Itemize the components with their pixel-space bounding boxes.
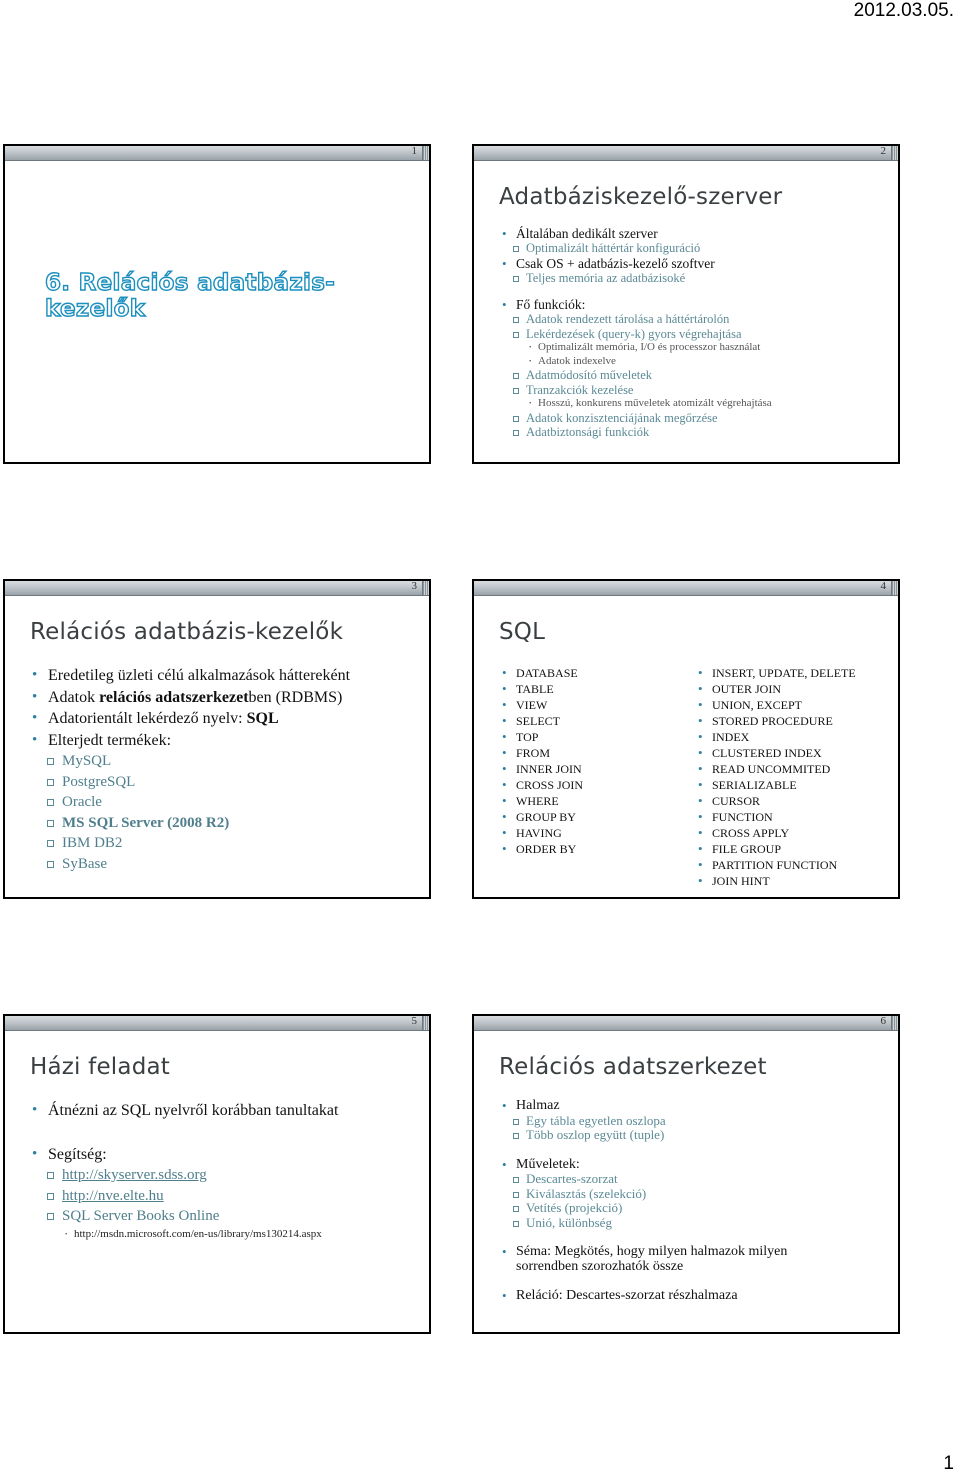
bullet-text: Adatorientált lekérdező nyelv: <box>48 710 247 727</box>
sql-keyword: • VIEW <box>502 697 583 713</box>
product-item: MS SQL Server (2008 R2) <box>32 813 419 834</box>
link-item <box>32 1186 419 1207</box>
sql-keyword: • UNION, EXCEPT <box>698 697 856 713</box>
slide-6 <box>472 1014 900 1334</box>
slide-4 <box>472 579 900 899</box>
product-item: IBM DB2 <box>32 833 419 854</box>
sub-bullet-item: Vetítés (projekció) <box>502 1201 888 1216</box>
bullet-item: • Csak OS + adatbázis-kezelő szoftver <box>502 256 888 271</box>
sql-keyword: • JOIN HINT <box>698 873 856 889</box>
sub-bullet-item: Lekérdezések (query-k) gyors végrehajtása <box>502 327 888 342</box>
bullet-text-bold: SQL <box>246 710 279 727</box>
sub-bullet-item: SQL Server Books Online <box>32 1206 419 1227</box>
skyserver-link[interactable]: http://skyserver.sdss.org <box>62 1167 207 1183</box>
product-item: SyBase <box>32 854 419 875</box>
slide-bar-decoration <box>891 146 898 160</box>
sub-bullet-item: Adatok konzisztenciájának megőrzése <box>502 411 888 426</box>
spacer <box>502 1143 888 1158</box>
slide-header-bar <box>474 581 898 596</box>
slide-bar-decoration <box>422 581 429 595</box>
bullet-item: • Fő funkciók: <box>502 297 888 312</box>
sql-keyword: • STORED PROCEDURE <box>698 713 856 729</box>
sql-keyword: • GROUP BY <box>502 809 583 825</box>
slide-title: Relációs adatszerkezet <box>499 1054 767 1080</box>
url-item: · http://msdn.microsoft.com/en-us/library/ms130214.aspx <box>32 1227 419 1242</box>
sql-keyword: • INDEX <box>698 729 856 745</box>
bullet-item: • Segítség: <box>32 1144 419 1166</box>
sql-keyword: • READ UNCOMMITED <box>698 761 856 777</box>
bullet-item: • Elterjedt termékek: <box>32 730 419 752</box>
slide-title: Relációs adatbázis-kezelők <box>30 619 344 645</box>
sql-keyword: • ORDER BY <box>502 841 583 857</box>
sql-keyword: • WHERE <box>502 793 583 809</box>
sql-keyword: • DATABASE <box>502 665 583 681</box>
sql-keyword: • HAVING <box>502 825 583 841</box>
document-date: 2012.03.05. <box>853 0 954 21</box>
slide-header-bar <box>5 1016 429 1031</box>
product-item: MySQL <box>32 751 419 772</box>
sql-keyword: • CROSS JOIN <box>502 777 583 793</box>
bullet-list <box>32 665 419 874</box>
slide-header-bar <box>5 146 429 161</box>
spacer <box>502 285 888 297</box>
slide-header-bar <box>474 146 898 161</box>
sub-bullet-item: Optimalizált háttértár konfiguráció <box>502 241 888 256</box>
sql-keyword: • INSERT, UPDATE, DELETE <box>698 665 856 681</box>
product-item: PostgreSQL <box>32 772 419 793</box>
sub-sub-bullet-item: · Adatok indexelve <box>502 355 888 369</box>
bullet-text-bold: relációs adatszerkezet <box>99 688 249 706</box>
slide-title: SQL <box>499 619 546 645</box>
sql-keyword: • INNER JOIN <box>502 761 583 777</box>
slide-number: 3 <box>411 580 417 592</box>
sql-keyword: • SELECT <box>502 713 583 729</box>
slide-title: 6. Relációs adatbázis-kezelők <box>45 270 336 322</box>
link-item <box>32 1165 419 1186</box>
slide-number: 1 <box>411 145 417 157</box>
bullet-list <box>32 1100 419 1242</box>
bullet-item: • Átnézni az SQL nyelvről korábban tanultakat <box>32 1100 419 1122</box>
sql-keyword: • CROSS APPLY <box>698 825 856 841</box>
bullet-item <box>32 708 419 730</box>
sub-bullet-item: Adatmódosító műveletek <box>502 368 888 383</box>
slide-title: Adatbáziskezelő-szerver <box>499 184 783 210</box>
sub-bullet-item: Adatbiztonsági funkciók <box>502 425 888 440</box>
spacer <box>502 1274 888 1289</box>
sql-keyword: • CURSOR <box>698 793 856 809</box>
sql-keyword: • TABLE <box>502 681 583 697</box>
slide-1 <box>3 144 431 464</box>
sql-keyword: • TOP <box>502 729 583 745</box>
slide-2 <box>472 144 900 464</box>
sql-keyword: • CLUSTERED INDEX <box>698 745 856 761</box>
sql-keyword: • FROM <box>502 745 583 761</box>
page-number: 1 <box>943 1453 954 1474</box>
bullet-item: • Reláció: Descartes-szorzat részhalmaza <box>502 1289 888 1304</box>
bullet-item: • Általában dedikált szerver <box>502 226 888 241</box>
bullet-item: • Séma: Megkötés, hogy milyen halmazok milyen sorrendben szorozhatók össze <box>502 1245 826 1274</box>
slide-5 <box>3 1014 431 1334</box>
sql-keyword: • PARTITION FUNCTION <box>698 857 856 873</box>
slide-number: 6 <box>880 1015 886 1027</box>
sql-keyword-list-right <box>698 665 856 889</box>
sub-bullet-item: Adatok rendezett tárolása a háttértárolón <box>502 312 888 327</box>
sub-bullet-item: Descartes-szorzat <box>502 1172 888 1187</box>
slide-bar-decoration <box>891 581 898 595</box>
slide-header-bar <box>5 581 429 596</box>
spacer <box>32 1122 419 1144</box>
sub-sub-bullet-item: · Hosszú, konkurens műveletek atomizált végrehajtása <box>502 397 888 411</box>
bullet-item <box>32 687 419 709</box>
slide-number: 5 <box>411 1015 417 1027</box>
slide-number: 4 <box>880 580 886 592</box>
bullet-list <box>502 226 888 440</box>
sql-keyword: • FUNCTION <box>698 809 856 825</box>
sub-bullet-item: Egy tábla egyetlen oszlopa <box>502 1114 888 1129</box>
slide-bar-decoration <box>891 1016 898 1030</box>
nve-elte-link[interactable]: http://nve.elte.hu <box>62 1187 164 1204</box>
bullet-item: • Halmaz <box>502 1099 888 1114</box>
slide-bar-decoration <box>422 1016 429 1030</box>
sub-bullet-item: Unió, különbség <box>502 1216 888 1231</box>
slide-3 <box>3 579 431 899</box>
sql-keyword: • SERIALIZABLE <box>698 777 856 793</box>
sub-sub-bullet-item: · Optimalizált memória, I/O és processzor használat <box>502 341 888 355</box>
bullet-list <box>502 1099 888 1304</box>
bullet-text: Adatok <box>48 688 100 706</box>
sub-bullet-item: Tranzakciók kezelése <box>502 383 888 398</box>
bullet-item: • Műveletek: <box>502 1158 888 1173</box>
slide-title: Házi feladat <box>30 1054 171 1080</box>
product-item: Oracle <box>32 792 419 813</box>
slide-number: 2 <box>880 145 886 157</box>
sub-bullet-item: Teljes memória az adatbázisoké <box>502 271 888 286</box>
sub-bullet-item: Kiválasztás (szelekció) <box>502 1187 888 1202</box>
bullet-item: • Eredetileg üzleti célú alkalmazások háttereként <box>32 665 419 687</box>
bullet-text: ben (RDBMS) <box>248 688 343 706</box>
slide-bar-decoration <box>422 146 429 160</box>
slide-header-bar <box>474 1016 898 1031</box>
sub-bullet-item: Több oszlop együtt (tuple) <box>502 1128 888 1143</box>
sql-keyword: • FILE GROUP <box>698 841 856 857</box>
spacer <box>502 1230 888 1245</box>
sql-keyword: • OUTER JOIN <box>698 681 856 697</box>
sql-keyword-list-left <box>502 665 583 857</box>
